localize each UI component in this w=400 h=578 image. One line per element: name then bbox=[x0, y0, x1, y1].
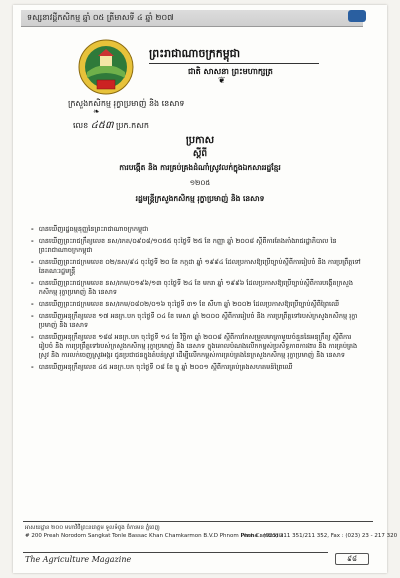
motto-ornament: ❦ bbox=[218, 76, 226, 86]
kingdom-title: ព្រះរាជាណាចក្រកម្ពុជា bbox=[149, 47, 241, 60]
list-item: - បានឃើញអនុក្រឹត្យលេខ ១៨៨ អនក្រ.បក ចុះថ្ងៃទី ១៤ ខែ វិច្ឆិកា ឆ្នាំ ២០០៨ ស្ដីពីការកែសម្រួលមាត្រាមួយចំនួននៃអនុក្រឹត្យ ស្ដីពីការរៀបចំ និង ការប្រព្រឹត្តទៅរបស់ក្រសួងកសិកម្ម រុក្ខាប្រមាញ់ និង នេសាទ ក្នុងគោលបំណងលើកកម្ពស់ប្រសិទ្ធភាពការងារ និង ការគ្រប់គ្រងស្រូវ និង ការលក់ចេញស្រូវអង្ករ ជូនប្រជាជនក្នុងតំបន់ស្រូវ ដើម្បីលើកកម្ពស់ការគ្រប់គ្រងនៃក្រសួងកសិកម្ម រុក្ខាប្រមាញ់ និង នេសាទ bbox=[31, 333, 358, 359]
institution-block bbox=[149, 47, 364, 63]
ornament-small: ❧ bbox=[93, 107, 100, 116]
ministry-name: ក្រសួងកសិកម្ម រុក្ខាប្រមាញ់ និង នេសាទ bbox=[68, 99, 185, 108]
page-number: ៩៨ bbox=[335, 553, 369, 565]
proclamation-subtitle: ស្ដីពី bbox=[192, 149, 208, 159]
proclamation-subject: ការបង្កើត និង ការគ្រប់គ្រងដំណាំស្រូវលក់ក្នុងឯកសាររដ្ឋខ្មែរ bbox=[119, 163, 281, 172]
document-page bbox=[13, 5, 398, 573]
list-item: - បានឃើញព្រះរាជក្រឹត្យលេខ នស/រកត/០៩០៨/១០៥៥ ចុះថ្ងៃទី ២៥ ខែ កញ្ញា ឆ្នាំ ២០០៨ ស្ដីពីការតែងតាំងរាជរដ្ឋាភិបាល នៃព្រះរាជាណាចក្រកម្ពុជា bbox=[31, 237, 337, 254]
considerations-list bbox=[31, 225, 361, 375]
proclamation-title: ប្រកាស bbox=[185, 135, 215, 146]
list-item: - បានឃើញអនុក្រឹត្យលេខ ៤៥ អនក្រ.បក ចុះថ្ងៃទី ០៨ ខែ ធ្នូ ឆ្នាំ ២០០១ ស្ដីពីការគ្រប់គ្រងសហគមន៍ព្រៃឈើ bbox=[31, 363, 293, 371]
header-corner-tab bbox=[348, 10, 366, 22]
bottom-divider bbox=[23, 552, 328, 553]
footer-address-en: # 200 Preah Norodom Sangkat Tonle Bassac Khan Chamkarmon B.V.D Phnom Penh Cambodia bbox=[25, 533, 284, 539]
handwritten-number: ៤៥៣ bbox=[90, 120, 114, 131]
minister-title: រដ្ឋមន្ត្រីក្រសួងកសិកម្ម រុក្ខាប្រមាញ់ និង នេសាទ bbox=[135, 194, 265, 203]
list-item: - បានឃើញអនុក្រឹត្យលេខ ១៧ អនក្រ.បក ចុះថ្ងៃទី ០៤ ខែ មេសា ឆ្នាំ ២០០០ ស្ដីពីការរៀបចំ និង ការប្រព្រឹត្តទៅរបស់ក្រសួងកសិកម្ម រុក្ខាប្រមាញ់ និង នេសាទ bbox=[31, 312, 358, 329]
list-item: - បានឃើញព្រះរាជក្រមលេខ នស/រកម/០១៩៦/១៣ ចុះថ្ងៃទី ២៤ ខែ មករា ឆ្នាំ ១៩៩៦ ដែលប្រកាសឱ្យប្រើច្បាប់ស្ដីពីការបង្កើតក្រសួងកសិកម្ម រុក្ខាប្រមាញ់ និង នេសាទ bbox=[31, 279, 353, 296]
list-item: - បានឃើញរដ្ឋធម្មនុញ្ញនៃព្រះរាជាណាចក្រកម្ពុជា bbox=[31, 225, 149, 233]
header-text: ទស្សនាវដ្ដីកសិកម្ម ឆ្នាំ ០៥ ត្រីមាសទី ៤ ឆ្នាំ ២០៧ bbox=[27, 13, 174, 22]
footer-address-kh: អាសយដ្ឋាន ២០០ មហាវិថីព្រះនរោត្ដម ទួលទំពូង ចំការមន ភ្នំពេញ bbox=[25, 525, 160, 531]
footer-phone: Phone : (023) 211 351/211 352, Fax : (023) 23 - 217 320 bbox=[241, 533, 398, 539]
magazine-name: The Agriculture Magazine bbox=[25, 555, 132, 564]
list-item: - បានឃើញព្រះរាជក្រមលេខ ០២/នស/៩៤ ចុះថ្ងៃទី ២០ ខែ កក្កដា ឆ្នាំ ១៩៩៤ ដែលប្រកាសឱ្យប្រើច្បាប់ស្ដីពីការរៀបចំ និង ការប្រព្រឹត្តទៅនៃគណៈរដ្ឋមន្ត្រី bbox=[31, 258, 361, 275]
ministry-logo bbox=[75, 38, 137, 96]
list-item: - បានឃើញព្រះរាជក្រមលេខ នស/រកម/០៨០២/០១៦ ចុះថ្ងៃទី ៣១ ខែ សីហា ឆ្នាំ ២០០២ ដែលប្រកាសឱ្យប្រើច្បាប់ស្ដីពីព្រៃឈើ bbox=[31, 300, 340, 308]
magazine-header-band bbox=[21, 10, 363, 27]
footer-divider bbox=[23, 521, 373, 522]
document-number: លេខ ៤៥៣ ប្រក.កសក bbox=[73, 120, 149, 131]
ornament-date: ១២០៥ bbox=[189, 179, 211, 187]
divider bbox=[149, 63, 319, 64]
motto: ជាតិ សាសនា ព្រះមហាក្សត្រ bbox=[188, 67, 273, 76]
